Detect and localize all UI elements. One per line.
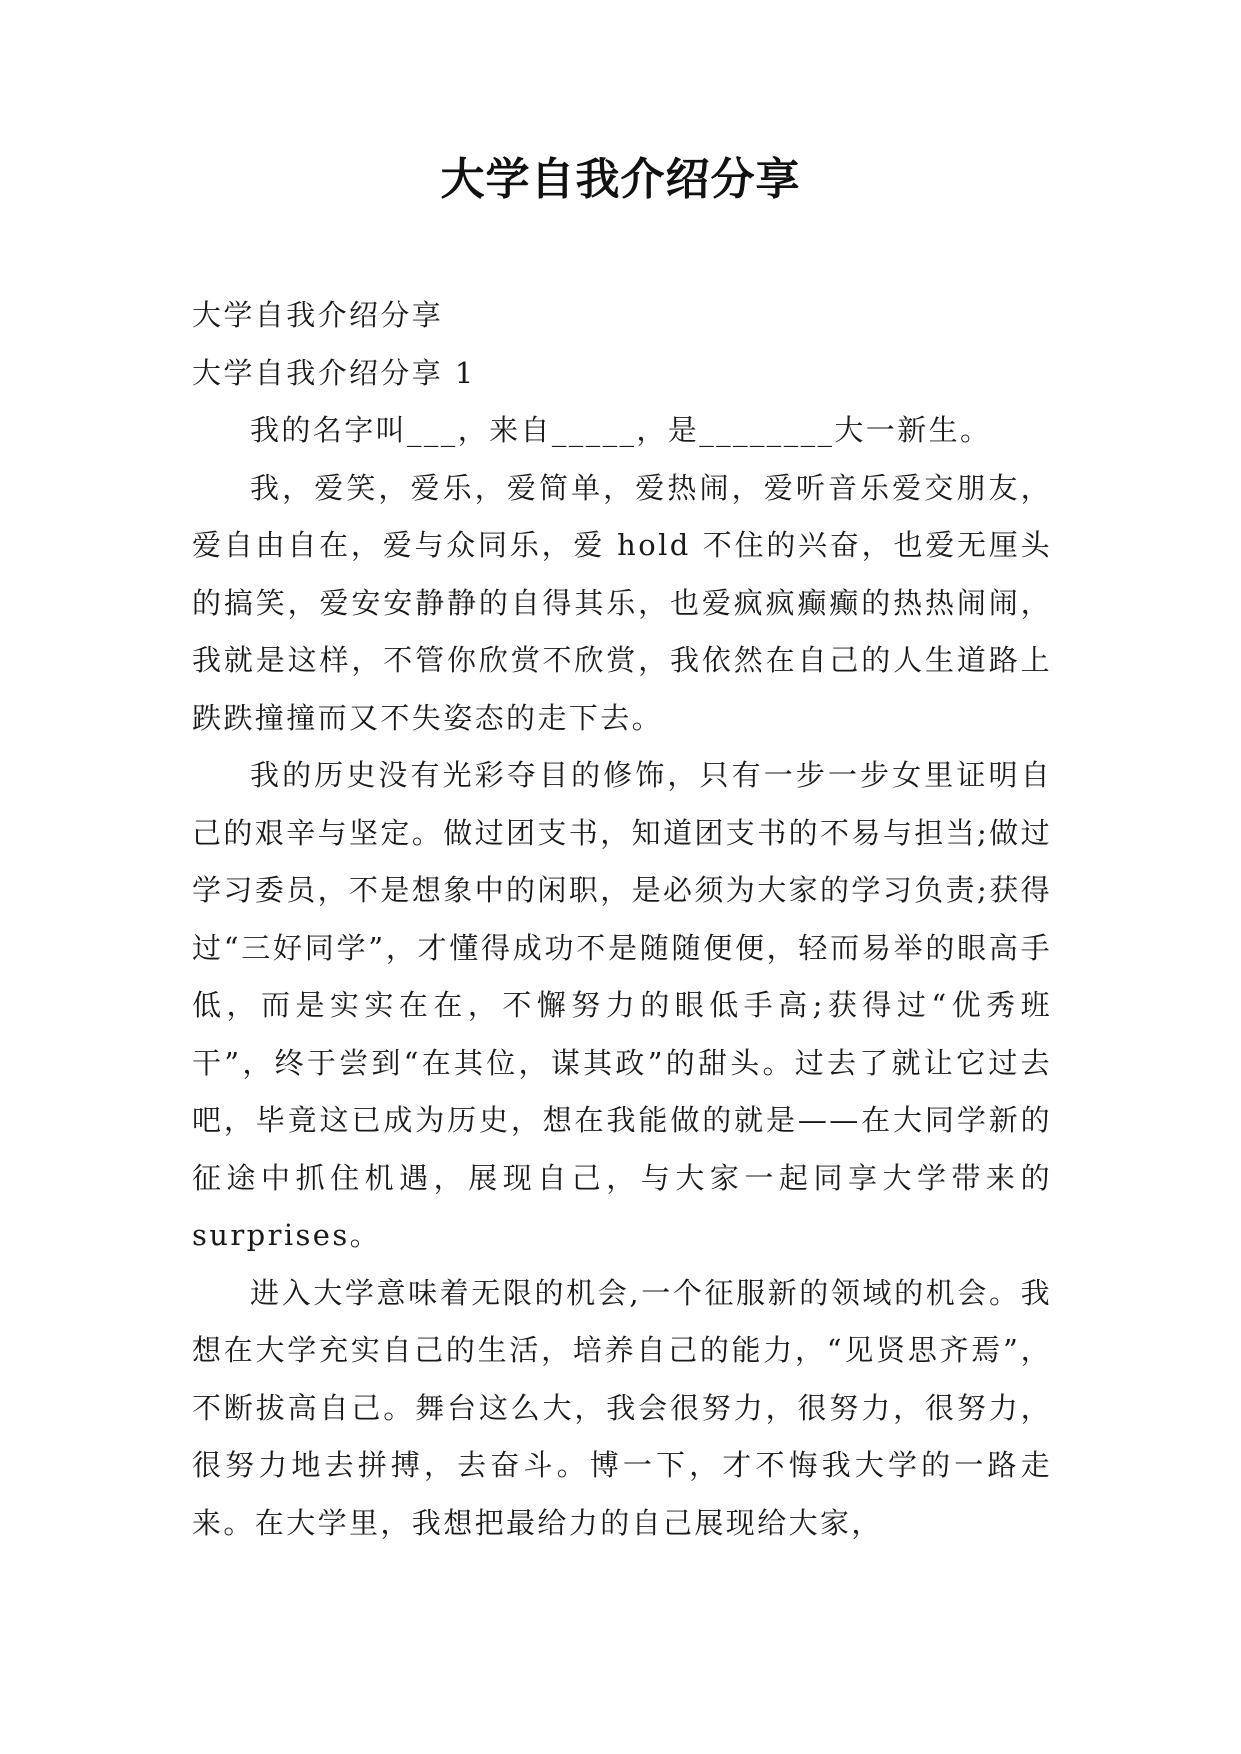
paragraph: 进入大学意味着无限的机会,一个征服新的领域的机会。我想在大学充实自己的生活，培养自己的能力，“见贤思齐焉”，不断拔高自己。舞台这么大，我会很努力，很努力，很努力，很努力地去拼搏，去奋斗。博一下，才不悔我大学的一路走来。在大学里，我想把最给力的自己展现给大家，	[192, 1275, 1052, 1540]
document-title: 大学自我介绍分享	[440, 154, 801, 205]
section-heading: 大学自我介绍分享	[192, 298, 444, 332]
paragraph: 我的历史没有光彩夺目的修饰，只有一步一步女里证明自己的艰辛与坚定。做过团支书，知道团支书的不易与担当;做过学习委员，不是想象中的闲职，是必须为大家的学习负责;获得过“三好同学”，才懂得成功不是随随便便，轻而易举的眼高手低，而是实实在在，不懈努力的眼低手高;获得过“优秀班干”，终于尝到“在其位，谋其政”的甜头。过去了就让它过去吧，毕竟这已成为历史，想在我能做的就是——在大同学新的征途中抓住机遇，展现自己，与大家一起同享大学带来的 surprises。	[192, 758, 1052, 1252]
section-subheading: 大学自我介绍分享 1	[192, 355, 476, 390]
paragraph: 我，爱笑，爱乐，爱简单，爱热闹，爱听音乐爱交朋友，爱自由自在，爱与众同乐，爱 hold 不住的兴奋，也爱无厘头的搞笑，爱安安静静的自得其乐，也爱疯疯癫癫的热热闹闹，我就是这样，不管你欣赏不欣赏，我依然在自己的人生道路上跌跌撞撞而又不失姿态的走下去。	[192, 470, 1052, 735]
document-body	[192, 287, 1052, 1552]
paragraph: 我的名字叫___，来自_____，是________大一新生。	[250, 413, 992, 447]
